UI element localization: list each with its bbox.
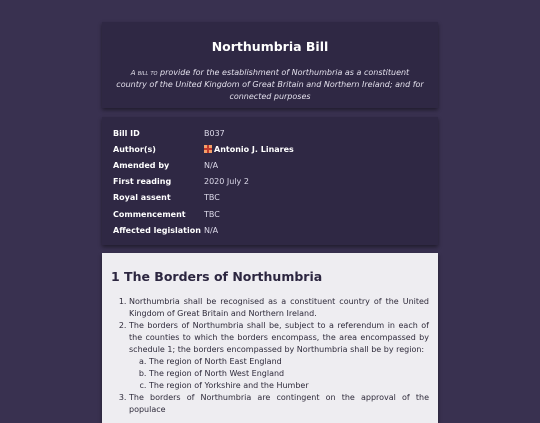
info-row-first-reading bbox=[102, 174, 438, 190]
info-value bbox=[204, 145, 294, 154]
info-value: TBC bbox=[204, 193, 220, 203]
clause-item bbox=[129, 320, 429, 392]
clause-item bbox=[129, 296, 429, 320]
info-value: N/A bbox=[204, 225, 219, 235]
long-title-prefix: A bill to bbox=[130, 69, 158, 77]
info-key: Amended by bbox=[113, 160, 170, 170]
info-key: Bill ID bbox=[113, 128, 140, 138]
region-item: a. The region of North East England bbox=[149, 356, 429, 368]
info-row-authors bbox=[102, 141, 438, 157]
info-row-amended-by bbox=[102, 157, 438, 173]
title-card bbox=[102, 22, 438, 108]
long-title-text: provide for the establishment of Northumbria as a constituent country of the United Kingdom of Great Britain and Northern Ireland; and for connected purposes bbox=[116, 68, 424, 101]
clause-text: The borders of Northumbria are contingent on the approval of the populace bbox=[129, 393, 429, 414]
bill-title: Northumbria Bill bbox=[211, 39, 329, 54]
clause-text: Northumbria shall be recognised as a constituent country of the United Kingdom of Great Britain and Northern Ireland. bbox=[129, 297, 429, 318]
info-row-commencement bbox=[102, 206, 438, 222]
info-value: B037 bbox=[204, 128, 225, 138]
author-name[interactable]: Antonio J. Linares bbox=[214, 144, 294, 154]
clause-text: The borders of Northumbria shall be, subject to a referendum in each of the counties to which the borders encompass, the area encompassed by schedule 1; the borders encompassed by Northumbria shall be by region: bbox=[129, 321, 429, 354]
bill-info-card bbox=[102, 117, 438, 245]
region-list bbox=[129, 356, 429, 392]
region-item: c. The region of Yorkshire and the Humber bbox=[149, 380, 429, 392]
info-value: N/A bbox=[204, 160, 219, 170]
info-value: TBC bbox=[204, 209, 220, 219]
clause-item bbox=[129, 392, 429, 416]
region-item: b. The region of North West England bbox=[149, 368, 429, 380]
flag-icon bbox=[204, 145, 212, 153]
long-title bbox=[116, 67, 424, 103]
section-heading: 1 The Borders of Northumbria bbox=[111, 269, 323, 284]
info-key: Author(s) bbox=[113, 144, 156, 154]
info-key: Royal assent bbox=[113, 193, 171, 203]
info-key: First reading bbox=[113, 177, 172, 187]
clause-list bbox=[111, 296, 429, 416]
info-row-affected-legislation bbox=[102, 222, 438, 238]
info-value: 2020 July 2 bbox=[204, 177, 249, 187]
info-key: Affected legislation bbox=[113, 225, 201, 235]
info-key: Commencement bbox=[113, 209, 186, 219]
info-row-bill-id bbox=[102, 125, 438, 141]
info-row-royal-assent bbox=[102, 190, 438, 206]
bill-content-card bbox=[102, 253, 438, 423]
